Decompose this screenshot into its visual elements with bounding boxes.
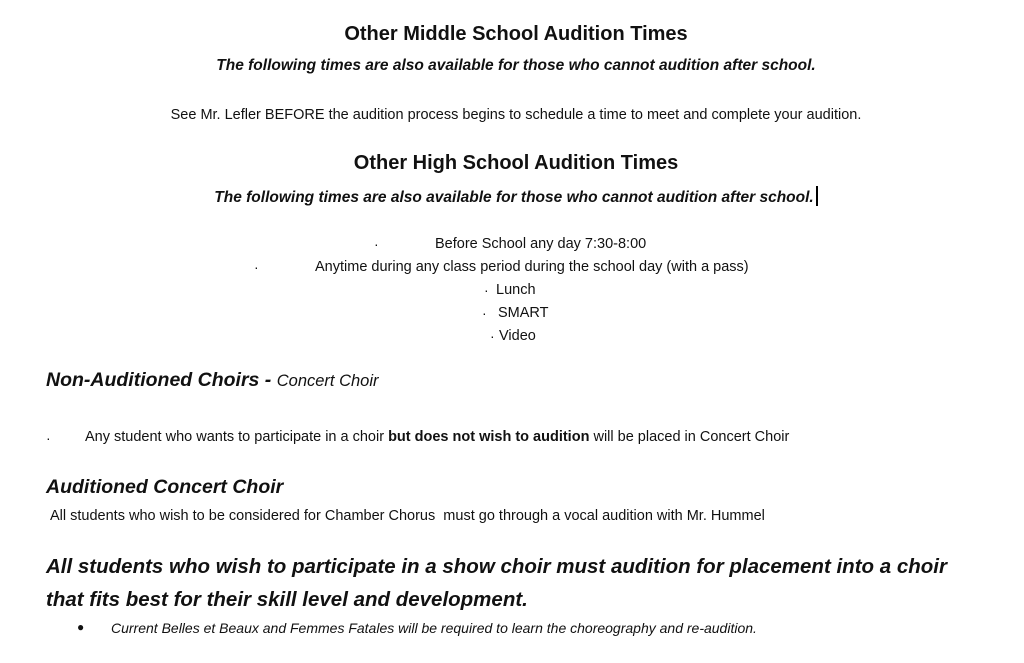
middle-school-subtitle: The following times are also available for those who cannot audition after school. <box>216 57 816 74</box>
auditioned-text: All students who wish to be considered for Chamber Chorus must go through a vocal audition with Mr. Hummel <box>50 508 765 524</box>
non-auditioned-heading <box>46 369 379 392</box>
list-bullet: · <box>254 259 259 275</box>
high-school-subtitle: The following times are also available for those who cannot audition after school. <box>214 189 814 206</box>
list-item: Lunch <box>496 282 536 298</box>
round-bullet: ● <box>77 620 85 634</box>
high-school-title: Other High School Audition Times <box>353 152 679 174</box>
auditioned-heading: Auditioned Concert Choir <box>46 476 284 498</box>
list-bullet: · <box>46 430 51 446</box>
show-choir-line-1: All students who wish to participate in a show choir must audition for placement into a choir <box>46 555 947 578</box>
show-choir-line-2: that fits best for their skill level and development. <box>46 588 528 611</box>
middle-school-note: See Mr. Lefler BEFORE the audition process begins to schedule a time to meet and complete your audition. <box>170 107 862 123</box>
non-auditioned-text-bold: but does not wish to audition <box>388 429 590 445</box>
list-bullet: · <box>482 305 487 321</box>
list-bullet: · <box>484 282 489 298</box>
non-auditioned-heading-label: Non-Auditioned Choirs - <box>46 369 272 391</box>
list-bullet: · <box>374 236 379 252</box>
list-bullet: · <box>490 328 495 344</box>
list-item: Before School any day 7:30-8:00 <box>435 236 647 252</box>
list-item: SMART <box>498 305 549 321</box>
text-cursor <box>816 186 818 206</box>
non-auditioned-text-a: Any student who wants to participate in a choir <box>85 429 385 445</box>
show-choir-bullet: Current Belles et Beaux and Femmes Fatales will be required to learn the choreography and re-audition. <box>111 620 757 636</box>
non-auditioned-text <box>85 429 789 445</box>
concert-choir-label: Concert Choir <box>276 372 379 390</box>
non-auditioned-text-b: will be placed in Concert Choir <box>593 429 790 445</box>
middle-school-title: Other Middle School Audition Times <box>344 23 688 45</box>
high-school-subtitle-line <box>0 186 1024 207</box>
list-item: Video <box>499 328 536 344</box>
list-item: Anytime during any class period during the school day (with a pass) <box>315 259 749 275</box>
